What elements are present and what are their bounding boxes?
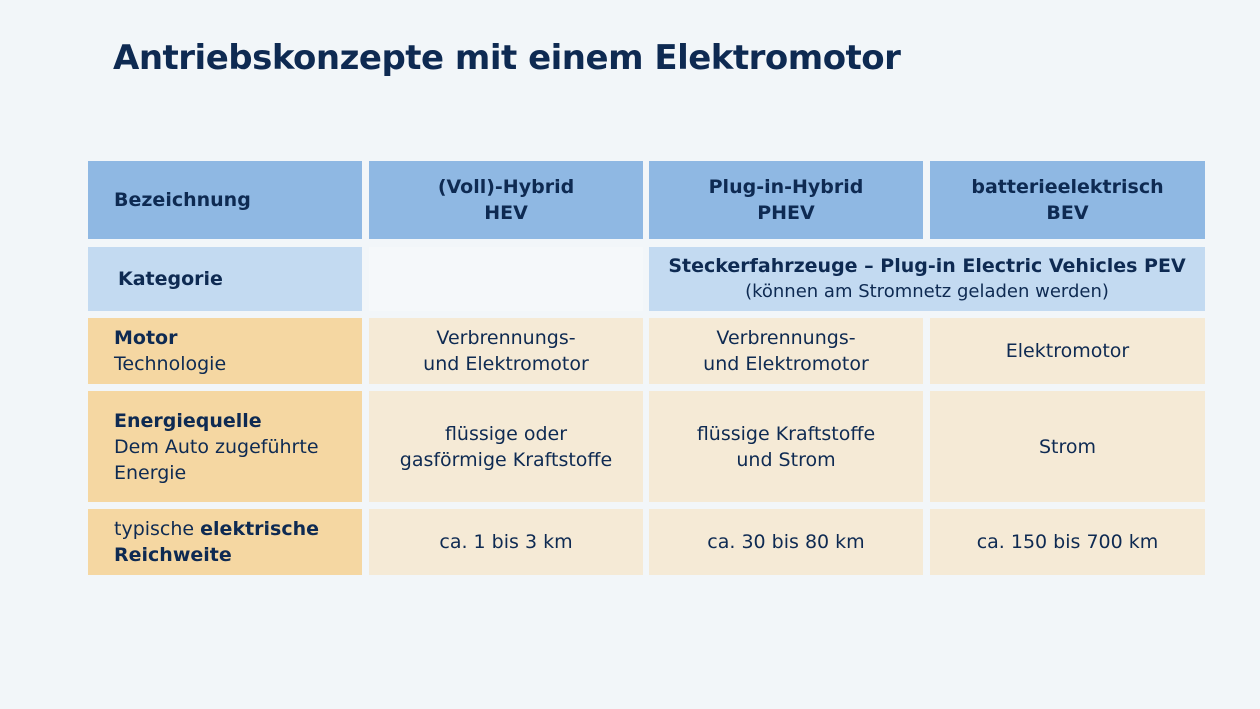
motor-bev-value: Elektromotor [1005, 340, 1130, 362]
reichweite-bev-value: ca. 150 bis 700 km [976, 531, 1159, 553]
page-title: Antriebskonzepte mit einem Elektromotor [113, 38, 901, 78]
energie-hev-line2: gasförmige Kraftstoffe [399, 448, 613, 471]
header-phev-cell [649, 161, 923, 239]
header-label-cell [88, 161, 362, 239]
motor-hev-line1: Verbrennungs- [436, 327, 576, 349]
energie-bev-cell [930, 391, 1205, 502]
kategorie-label: Kategorie [118, 268, 223, 290]
motor-phev-line1: Verbrennungs- [716, 327, 856, 349]
header-hev-abbr: HEV [484, 202, 528, 224]
motor-hev-line2: und Elektromotor [423, 353, 589, 375]
reichweite-label-bold1: elektrische [200, 518, 320, 540]
kategorie-pev-subtitle: (können am Stromnetz geladen werden) [745, 281, 1109, 302]
energie-phev-line2: und Strom [736, 448, 836, 471]
reichweite-label-prefix: typische [114, 518, 201, 540]
header-phev-abbr: PHEV [757, 202, 815, 224]
header-bev-abbr: BEV [1046, 202, 1089, 224]
header-phev-name: Plug-in-Hybrid [708, 176, 864, 198]
header-label: Bezeichnung [114, 189, 251, 211]
reichweite-label-cell [88, 509, 362, 575]
kategorie-hev-cell [369, 247, 643, 311]
header-hev-name: (Voll)-Hybrid [437, 176, 575, 198]
energie-hev-cell [369, 391, 643, 502]
energie-hev-line1: flüssige oder [444, 422, 568, 445]
header-bev-cell [930, 161, 1205, 239]
energie-bev-value: Strom [1038, 435, 1097, 458]
motor-phev-cell [649, 318, 923, 384]
energie-label-line1: Dem Auto zugeführte [114, 435, 319, 458]
energie-phev-cell [649, 391, 923, 502]
reichweite-bev-cell [930, 509, 1205, 575]
motor-phev-line2: und Elektromotor [703, 353, 869, 375]
kategorie-pev-cell [649, 247, 1205, 311]
reichweite-hev-cell [369, 509, 643, 575]
kategorie-pev-title: Steckerfahrzeuge – Plug-in Electric Vehicles PEV [668, 255, 1186, 277]
energie-label-cell [88, 391, 362, 502]
motor-label-rest: Technologie [114, 353, 227, 375]
reichweite-phev-value: ca. 30 bis 80 km [707, 531, 865, 553]
header-bev-name: batterieelektrisch [971, 176, 1164, 198]
kategorie-label-cell [88, 247, 362, 311]
motor-label-cell [88, 318, 362, 384]
motor-hev-cell [369, 318, 643, 384]
header-hev-cell [369, 161, 643, 239]
motor-label-bold: Motor [114, 327, 178, 349]
energie-phev-line1: flüssige Kraftstoffe [696, 422, 876, 445]
motor-bev-cell [930, 318, 1205, 384]
energie-label-line2: Energie [114, 461, 187, 484]
reichweite-phev-cell [649, 509, 923, 575]
reichweite-label-line1 [114, 516, 319, 542]
reichweite-hev-value: ca. 1 bis 3 km [439, 531, 573, 553]
energie-label-bold: Energiequelle [114, 409, 262, 432]
reichweite-label-bold2: Reichweite [114, 544, 232, 566]
